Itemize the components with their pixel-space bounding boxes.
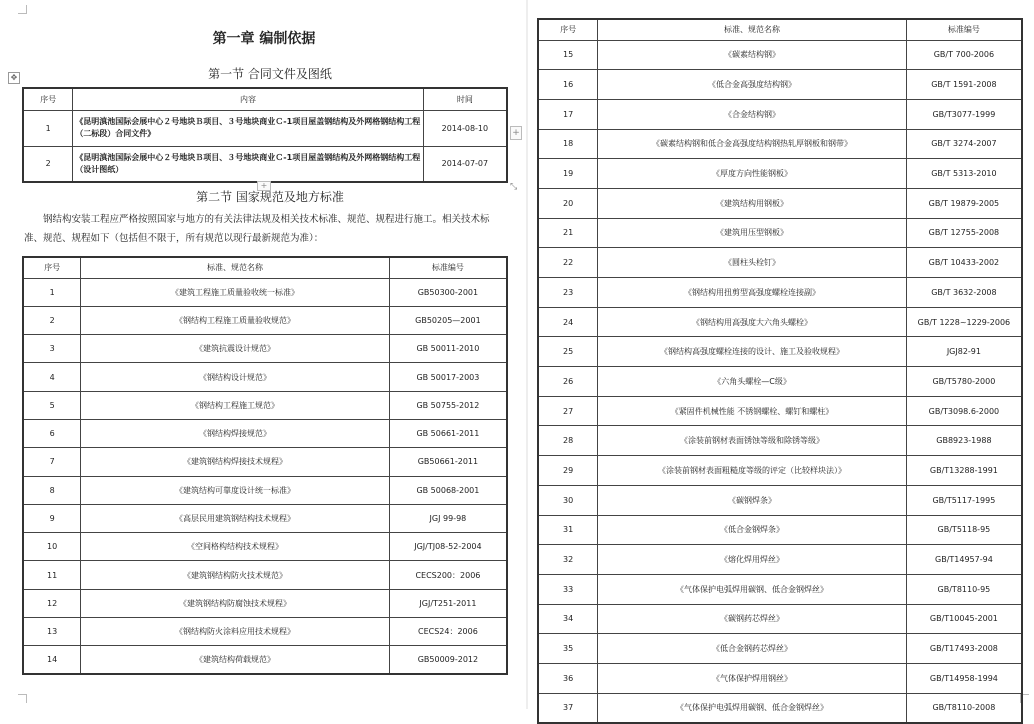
- cell-name: 《气体保护电弧焊用碳钢、低合金钢焊丝》: [598, 693, 907, 723]
- table-row: [23, 533, 507, 561]
- cell-code: JGJ82-91: [906, 337, 1022, 367]
- cell-code: GB 50017-2003: [389, 363, 507, 391]
- table-row: [23, 306, 507, 334]
- contract-header-no: 序号: [23, 88, 73, 110]
- table-row: [538, 40, 1022, 70]
- cell-code: GB/T10045-2001: [906, 604, 1022, 634]
- cell-no: 3: [23, 335, 81, 363]
- table-row: [538, 604, 1022, 634]
- cell-no: 10: [23, 533, 81, 561]
- cell-code: GB/T3098.6-2000: [906, 396, 1022, 426]
- cell-name: 《低合金钢药芯焊丝》: [598, 634, 907, 664]
- cell-code: GB 50068-2001: [389, 476, 507, 504]
- cell-name: 《钢结构防火涂料应用技术规程》: [81, 618, 390, 646]
- table-row: [538, 307, 1022, 337]
- table-row: [538, 396, 1022, 426]
- table-row: [23, 589, 507, 617]
- cell-name: 《建筑抗震设计规范》: [81, 335, 390, 363]
- table-row: [23, 146, 507, 182]
- cell-name: 《碳钢药芯焊丝》: [598, 604, 907, 634]
- cell-no: 4: [23, 363, 81, 391]
- cell-code: GB/T 700-2006: [906, 40, 1022, 70]
- cell-code: GB/T5117-1995: [906, 485, 1022, 515]
- contract-header-content: 内容: [73, 88, 423, 110]
- cell-name: 《建筑钢结构防腐蚀技术规程》: [81, 589, 390, 617]
- cell-no: 13: [23, 618, 81, 646]
- cell-name: 《高层民用建筑钢结构技术规程》: [81, 504, 390, 532]
- cell-code: GB 50011-2010: [389, 335, 507, 363]
- cell-code: GB/T3077-1999: [906, 99, 1022, 129]
- cell-code: GB50009-2012: [389, 646, 507, 674]
- cell-code: GB/T14958-1994: [906, 663, 1022, 693]
- table-row: [538, 188, 1022, 218]
- table-row: [23, 646, 507, 674]
- cell-no: 1: [23, 110, 73, 146]
- cell-name: 《六角头螺栓—C级》: [598, 367, 907, 397]
- cell-name: 《建筑钢结构焊接技术规程》: [81, 448, 390, 476]
- cell-code: CECS200：2006: [389, 561, 507, 589]
- table-row: [23, 476, 507, 504]
- cell-no: 11: [23, 561, 81, 589]
- cell-no: 21: [538, 218, 598, 248]
- cell-no: 9: [23, 504, 81, 532]
- table-row: [538, 663, 1022, 693]
- cell-code: CECS24：2006: [389, 618, 507, 646]
- cell-no: 8: [23, 476, 81, 504]
- cell-name: 《钢结构工程施工质量验收规范》: [81, 306, 390, 334]
- table-resize-icon[interactable]: ⤡: [510, 182, 518, 192]
- cell-name: 《紧固件机械性能 不锈钢螺栓、螺钉和螺柱》: [598, 396, 907, 426]
- table-row: [23, 278, 507, 306]
- cell-name: 《建筑结构荷载规范》: [81, 646, 390, 674]
- table-row: [23, 504, 507, 532]
- cell-code: GB/T 12755-2008: [906, 218, 1022, 248]
- table-row: [23, 335, 507, 363]
- cell-no: 2: [23, 146, 73, 182]
- table-row: [538, 367, 1022, 397]
- cell-name: 《厚度方向性能钢板》: [598, 159, 907, 189]
- cell-no: 32: [538, 545, 598, 575]
- cell-no: 17: [538, 99, 598, 129]
- cell-no: 22: [538, 248, 598, 278]
- cell-code: GB/T 1228~1229-2006: [906, 307, 1022, 337]
- standards-header-code: 标准编号: [906, 19, 1022, 40]
- cell-name: 《钢结构高强度螺栓连接的设计、施工及验收规程》: [598, 337, 907, 367]
- table-row: [538, 159, 1022, 189]
- cell-code: GB/T 10433-2002: [906, 248, 1022, 278]
- cell-no: 36: [538, 663, 598, 693]
- cell-name: 《钢结构用扭剪型高强度螺栓连接副》: [598, 278, 907, 308]
- table-row: [538, 634, 1022, 664]
- cell-name: 《建筑钢结构防火技术规范》: [81, 561, 390, 589]
- cell-name: 《建筑用压型钢板》: [598, 218, 907, 248]
- contract-table: [22, 87, 508, 183]
- cell-name: 《空间格构结构技术规程》: [81, 533, 390, 561]
- cell-no: 12: [23, 589, 81, 617]
- cell-date: 2014-07-07: [423, 146, 507, 182]
- cell-code: GB8923-1988: [906, 426, 1022, 456]
- cell-no: 25: [538, 337, 598, 367]
- cell-code: GB50205—2001: [389, 306, 507, 334]
- cell-no: 20: [538, 188, 598, 218]
- table-row: [538, 545, 1022, 575]
- cell-code: GB/T14957-94: [906, 545, 1022, 575]
- cell-name: 《低合金钢焊条》: [598, 515, 907, 545]
- cell-name: 《气体保护电弧焊用碳钢、低合金钢焊丝》: [598, 574, 907, 604]
- cell-no: 19: [538, 159, 598, 189]
- cell-no: 18: [538, 129, 598, 159]
- cell-name: 《碳素结构钢》: [598, 40, 907, 70]
- cell-no: 1: [23, 278, 81, 306]
- cell-no: 28: [538, 426, 598, 456]
- cell-name: 《建筑结构可靠度设计统一标准》: [81, 476, 390, 504]
- cell-content: 《昆明滇池国际会展中心２号地块Ｂ项目、３号地块商业Ｃ-1项目屋盖钢结构及外网格钢结构工程（设计图纸）: [73, 146, 423, 182]
- cell-name: 《涂装前钢材表面粗糙度等级的评定（比较样块法）》: [598, 456, 907, 486]
- standards-header-code: 标准编号: [389, 257, 507, 278]
- cell-no: 7: [23, 448, 81, 476]
- table-row: [538, 485, 1022, 515]
- table-row: [538, 337, 1022, 367]
- cell-code: GB/T 3632-2008: [906, 278, 1022, 308]
- add-row-icon[interactable]: +: [257, 181, 271, 191]
- cell-no: 16: [538, 70, 598, 100]
- cell-no: 35: [538, 634, 598, 664]
- cell-code: GB50300-2001: [389, 278, 507, 306]
- cell-name: 《钢结构工程施工规范》: [81, 391, 390, 419]
- table-row: [23, 448, 507, 476]
- intro-paragraph: 钢结构安装工程应严格按照国家与地方的有关法律法规及相关技术标准、规范、规程进行施工。相关技术标准、规范、规程如下（包括但不限于，所有规范以现行最新规范为准）：: [24, 214, 490, 244]
- cell-code: GB/T 1591-2008: [906, 70, 1022, 100]
- standards-header-name: 标准、规范名称: [81, 257, 390, 278]
- cell-code: JGJ/T251-2011: [389, 589, 507, 617]
- cell-code: GB/T 5313-2010: [906, 159, 1022, 189]
- cell-no: 29: [538, 456, 598, 486]
- cell-name: 《熔化焊用焊丝》: [598, 545, 907, 575]
- cell-code: GB50661-2011: [389, 448, 507, 476]
- table-row: [538, 693, 1022, 723]
- table-row: [23, 618, 507, 646]
- chapter-title: 第一章 编制依据: [212, 31, 316, 47]
- cell-name: 《建筑结构用钢板》: [598, 188, 907, 218]
- cell-code: GB/T5780-2000: [906, 367, 1022, 397]
- cell-no: 14: [23, 646, 81, 674]
- contract-header-date: 时间: [423, 88, 507, 110]
- cell-code: GB/T 19879-2005: [906, 188, 1022, 218]
- cell-code: GB/T 3274-2007: [906, 129, 1022, 159]
- standards-header-name: 标准、规范名称: [598, 19, 907, 40]
- standards-table-right: [537, 18, 1023, 724]
- cell-code: JGJ 99-98: [389, 504, 507, 532]
- cell-no: 30: [538, 485, 598, 515]
- cell-name: 《碳钢焊条》: [598, 485, 907, 515]
- table-row: [538, 70, 1022, 100]
- cell-name: 《钢结构设计规范》: [81, 363, 390, 391]
- cell-date: 2014-08-10: [423, 110, 507, 146]
- cell-no: 26: [538, 367, 598, 397]
- cell-code: GB/T17493-2008: [906, 634, 1022, 664]
- cell-no: 33: [538, 574, 598, 604]
- table-row: [538, 515, 1022, 545]
- table-row: [538, 426, 1022, 456]
- table-row: [23, 363, 507, 391]
- table-row: [538, 218, 1022, 248]
- cell-name: 《碳素结构钢和低合金高强度结构钢热轧厚钢板和钢带》: [598, 129, 907, 159]
- cell-no: 37: [538, 693, 598, 723]
- cell-no: 31: [538, 515, 598, 545]
- table-move-handle-icon[interactable]: ✥: [8, 72, 20, 84]
- cell-code: JGJ/TJ08-52-2004: [389, 533, 507, 561]
- table-row: [538, 99, 1022, 129]
- table-row: [23, 419, 507, 447]
- cell-no: 5: [23, 391, 81, 419]
- crop-mark-icon: [18, 694, 27, 703]
- cell-name: 《涂装前钢材表面锈蚀等级和除锈等级》: [598, 426, 907, 456]
- cell-no: 6: [23, 419, 81, 447]
- cell-name: 《钢结构用高强度大六角头螺栓》: [598, 307, 907, 337]
- section1-title: 第一节 合同文件及图纸: [208, 67, 332, 81]
- standards-table-left: [22, 256, 508, 675]
- cell-name: 《圆柱头栓钉》: [598, 248, 907, 278]
- cell-code: GB 50755-2012: [389, 391, 507, 419]
- cell-no: 34: [538, 604, 598, 634]
- table-row: [538, 456, 1022, 486]
- cell-name: 《气体保护焊用钢丝》: [598, 663, 907, 693]
- table-row: [23, 561, 507, 589]
- cell-code: GB/T13288-1991: [906, 456, 1022, 486]
- crop-mark-icon: [18, 5, 27, 14]
- cell-code: GB/T5118-95: [906, 515, 1022, 545]
- standards-header-no: 序号: [538, 19, 598, 40]
- cell-name: 《合金结构钢》: [598, 99, 907, 129]
- cell-name: 《低合金高强度结构钢》: [598, 70, 907, 100]
- cell-content: 《昆明滇池国际会展中心２号地块Ｂ项目、３号地块商业Ｃ-1项目屋盖钢结构及外网格钢结构工程（二标段）合同文件》: [73, 110, 423, 146]
- cell-no: 23: [538, 278, 598, 308]
- cell-name: 《钢结构焊接规范》: [81, 419, 390, 447]
- cell-no: 15: [538, 40, 598, 70]
- table-row: [538, 248, 1022, 278]
- cell-name: 《建筑工程施工质量验收统一标准》: [81, 278, 390, 306]
- cell-code: GB/T8110-2008: [906, 693, 1022, 723]
- table-row: [23, 110, 507, 146]
- cell-code: GB 50661-2011: [389, 419, 507, 447]
- standards-header-no: 序号: [23, 257, 81, 278]
- cell-no: 24: [538, 307, 598, 337]
- table-row: [23, 391, 507, 419]
- table-row: [538, 129, 1022, 159]
- cell-no: 27: [538, 396, 598, 426]
- add-column-icon[interactable]: +: [510, 126, 522, 140]
- section2-title: 第二节 国家规范及地方标准: [196, 190, 344, 204]
- table-row: [538, 574, 1022, 604]
- cell-code: GB/T8110-95: [906, 574, 1022, 604]
- cell-no: 2: [23, 306, 81, 334]
- table-row: [538, 278, 1022, 308]
